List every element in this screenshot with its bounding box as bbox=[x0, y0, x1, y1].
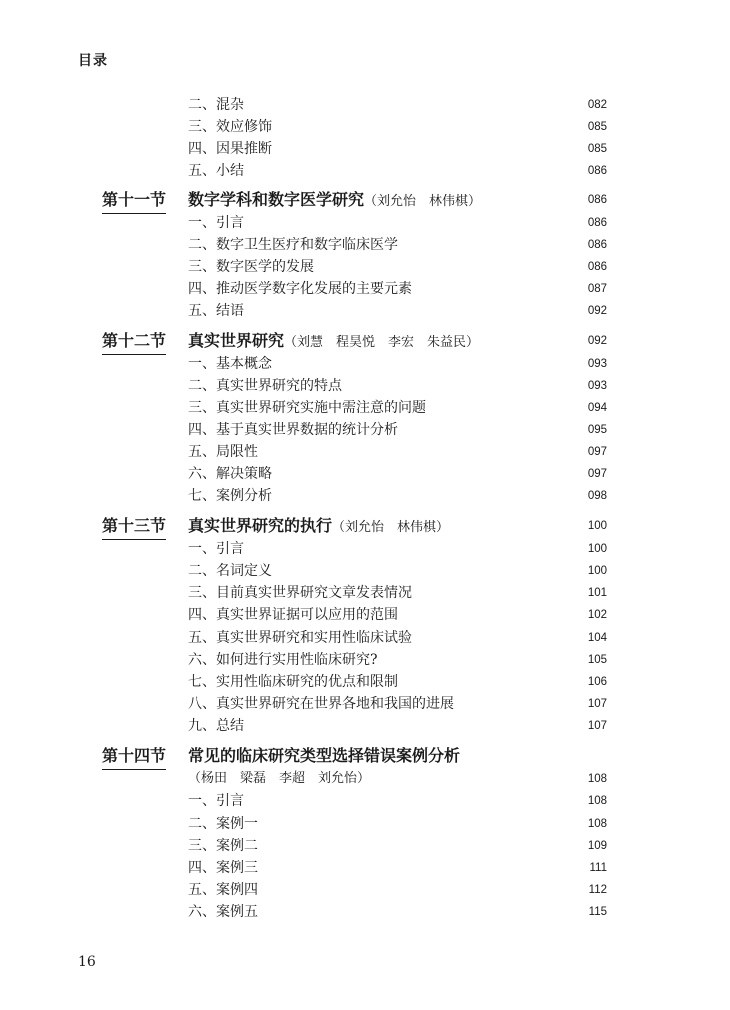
toc-entry-title: 四、真实世界证据可以应用的范围 bbox=[188, 607, 398, 623]
toc-entry-page: 109 bbox=[587, 840, 607, 852]
toc-entry[interactable] bbox=[0, 300, 730, 322]
toc-section-14[interactable] bbox=[0, 745, 730, 767]
toc-entry-page: 086 bbox=[587, 261, 607, 273]
toc-entry-page: 098 bbox=[587, 490, 607, 502]
toc-entry[interactable] bbox=[0, 901, 730, 923]
page-header-title: 目录 bbox=[78, 53, 108, 69]
toc-entry-title: 一、基本概念 bbox=[188, 356, 272, 372]
toc-entry-page: 097 bbox=[587, 468, 607, 480]
toc-entry-page: 097 bbox=[587, 446, 607, 458]
toc-entry[interactable] bbox=[0, 212, 730, 234]
toc-entry[interactable] bbox=[0, 278, 730, 300]
toc-entry-page: 082 bbox=[587, 99, 607, 111]
toc-entry-page: 100 bbox=[587, 565, 607, 577]
toc-entry[interactable] bbox=[0, 835, 730, 857]
toc-entry[interactable] bbox=[0, 538, 730, 560]
toc-entry[interactable] bbox=[0, 234, 730, 256]
toc-entry[interactable] bbox=[0, 813, 730, 835]
toc-entry[interactable] bbox=[0, 604, 730, 626]
toc-entry-page: 100 bbox=[587, 543, 607, 555]
section-title: 常见的临床研究类型选择错误案例分析 bbox=[188, 746, 461, 765]
toc-entry[interactable] bbox=[0, 138, 730, 160]
page-number: 16 bbox=[78, 954, 96, 970]
toc-entry-page: 105 bbox=[587, 654, 607, 666]
section-title: 真实世界研究 bbox=[188, 331, 285, 350]
toc-entry-title: 五、局限性 bbox=[188, 444, 258, 460]
section-label: 第十四节 bbox=[102, 745, 166, 770]
toc-entry[interactable] bbox=[0, 649, 730, 671]
toc-entry-title: 四、推动医学数字化发展的主要元素 bbox=[188, 281, 412, 297]
toc-entry-page: 087 bbox=[587, 283, 607, 295]
toc-entry[interactable] bbox=[0, 879, 730, 901]
toc-entry-page: 104 bbox=[587, 632, 607, 644]
toc-entry-title: 六、解决策略 bbox=[188, 466, 272, 482]
toc-entry-page: 106 bbox=[587, 676, 607, 688]
toc-entry-title: 四、案例三 bbox=[188, 860, 258, 876]
toc-entry[interactable] bbox=[0, 353, 730, 375]
toc-entry[interactable] bbox=[0, 160, 730, 182]
toc-entry-title: 二、案例一 bbox=[188, 816, 258, 832]
section-title-line bbox=[188, 189, 481, 213]
toc-entry-title: 一、引言 bbox=[188, 793, 244, 809]
toc-entry-page: 107 bbox=[587, 698, 607, 710]
section-page: 086 bbox=[587, 194, 607, 206]
section-page: 100 bbox=[587, 520, 607, 532]
toc-entry-page: 086 bbox=[587, 165, 607, 177]
section-page: 092 bbox=[587, 335, 607, 347]
toc-entry-page: 094 bbox=[587, 402, 607, 414]
toc-entry[interactable] bbox=[0, 582, 730, 604]
toc-entry[interactable] bbox=[0, 693, 730, 715]
toc-entry-title: 三、数字医学的发展 bbox=[188, 259, 314, 275]
toc-entry-title: 一、引言 bbox=[188, 215, 244, 231]
toc-entry[interactable] bbox=[0, 94, 730, 116]
toc-entry-title: 七、案例分析 bbox=[188, 488, 272, 504]
toc-entry-title: 五、小结 bbox=[188, 163, 244, 179]
toc-entry-title: 九、总结 bbox=[188, 718, 244, 734]
toc-entry-title: 四、基于真实世界数据的统计分析 bbox=[188, 422, 398, 438]
section-authors: （刘允怡 林伟棋） bbox=[332, 520, 450, 535]
toc-section-13[interactable] bbox=[0, 515, 730, 537]
toc-entry-title: 六、案例五 bbox=[188, 904, 258, 920]
toc-entry-page: 115 bbox=[588, 906, 607, 918]
toc-entry-title: 五、案例四 bbox=[188, 882, 258, 898]
toc-entry[interactable] bbox=[0, 485, 730, 507]
toc-entry-page: 095 bbox=[587, 424, 607, 436]
toc-entry-title: 三、目前真实世界研究文章发表情况 bbox=[188, 585, 412, 601]
toc-entry[interactable] bbox=[0, 715, 730, 737]
toc-entry-page: 108 bbox=[587, 795, 607, 807]
toc-entry-title: 六、如何进行实用性临床研究? bbox=[188, 652, 378, 668]
section-title-line bbox=[188, 330, 479, 354]
toc-entry-page: 101 bbox=[587, 587, 607, 599]
section-title: 真实世界研究的执行 bbox=[188, 516, 333, 535]
section-authors: （杨田 梁磊 李超 刘允怡） bbox=[188, 771, 371, 786]
toc-entry-page: 108 bbox=[587, 818, 607, 830]
toc-entry-page: 107 bbox=[587, 720, 607, 732]
toc-entry[interactable] bbox=[0, 419, 730, 441]
section-label: 第十一节 bbox=[102, 189, 166, 214]
toc-section-14-authors[interactable] bbox=[0, 768, 730, 790]
toc-entry-title: 三、效应修饰 bbox=[188, 119, 272, 135]
section-title: 数字学科和数字医学研究 bbox=[188, 190, 365, 209]
toc-entry[interactable] bbox=[0, 857, 730, 879]
toc-entry[interactable] bbox=[0, 790, 730, 812]
toc-entry-title: 二、真实世界研究的特点 bbox=[188, 378, 342, 394]
toc-entry[interactable] bbox=[0, 397, 730, 419]
toc-entry-page: 093 bbox=[587, 380, 607, 392]
toc-entry-page: 112 bbox=[588, 884, 607, 896]
toc-entry[interactable] bbox=[0, 671, 730, 693]
toc-section-12[interactable] bbox=[0, 330, 730, 352]
toc-entry-page: 111 bbox=[589, 862, 607, 874]
toc-entry-page: 093 bbox=[587, 358, 607, 370]
section-authors: （刘允怡 林伟棋） bbox=[364, 194, 482, 209]
toc-entry-page: 086 bbox=[587, 217, 607, 229]
toc-entry[interactable] bbox=[0, 375, 730, 397]
toc-entry[interactable] bbox=[0, 627, 730, 649]
toc-entry[interactable] bbox=[0, 560, 730, 582]
toc-entry[interactable] bbox=[0, 463, 730, 485]
toc-entry-title: 二、名词定义 bbox=[188, 563, 272, 579]
toc-section-11[interactable] bbox=[0, 189, 730, 211]
toc-entry-title: 一、引言 bbox=[188, 541, 244, 557]
section-authors: （刘慧 程昊悦 李宏 朱益民） bbox=[284, 335, 480, 350]
toc-entry-title: 二、混杂 bbox=[188, 97, 244, 113]
toc-entry-title: 八、真实世界研究在世界各地和我国的进展 bbox=[188, 696, 454, 712]
toc-entry[interactable] bbox=[0, 116, 730, 138]
toc-entry-page: 085 bbox=[587, 121, 607, 133]
toc-entry-title: 三、案例二 bbox=[188, 838, 258, 854]
toc-entry-page: 085 bbox=[587, 143, 607, 155]
toc-entry-page: 102 bbox=[587, 609, 607, 621]
toc-entry[interactable] bbox=[0, 441, 730, 463]
toc-entry-title: 五、结语 bbox=[188, 303, 244, 319]
section-title-line bbox=[188, 515, 449, 539]
section-label: 第十二节 bbox=[102, 330, 166, 355]
section-label: 第十三节 bbox=[102, 515, 166, 540]
toc-entry[interactable] bbox=[0, 256, 730, 278]
toc-entry-page: 086 bbox=[587, 239, 607, 251]
section-page: 108 bbox=[587, 773, 607, 785]
toc-entry-title: 三、真实世界研究实施中需注意的问题 bbox=[188, 400, 426, 416]
toc-entry-title: 二、数字卫生医疗和数字临床医学 bbox=[188, 237, 398, 253]
toc-entry-title: 七、实用性临床研究的优点和限制 bbox=[188, 674, 398, 690]
toc-entry-title: 五、真实世界研究和实用性临床试验 bbox=[188, 630, 412, 646]
toc-entry-page: 092 bbox=[587, 305, 607, 317]
toc-entry-title: 四、因果推断 bbox=[188, 141, 272, 157]
